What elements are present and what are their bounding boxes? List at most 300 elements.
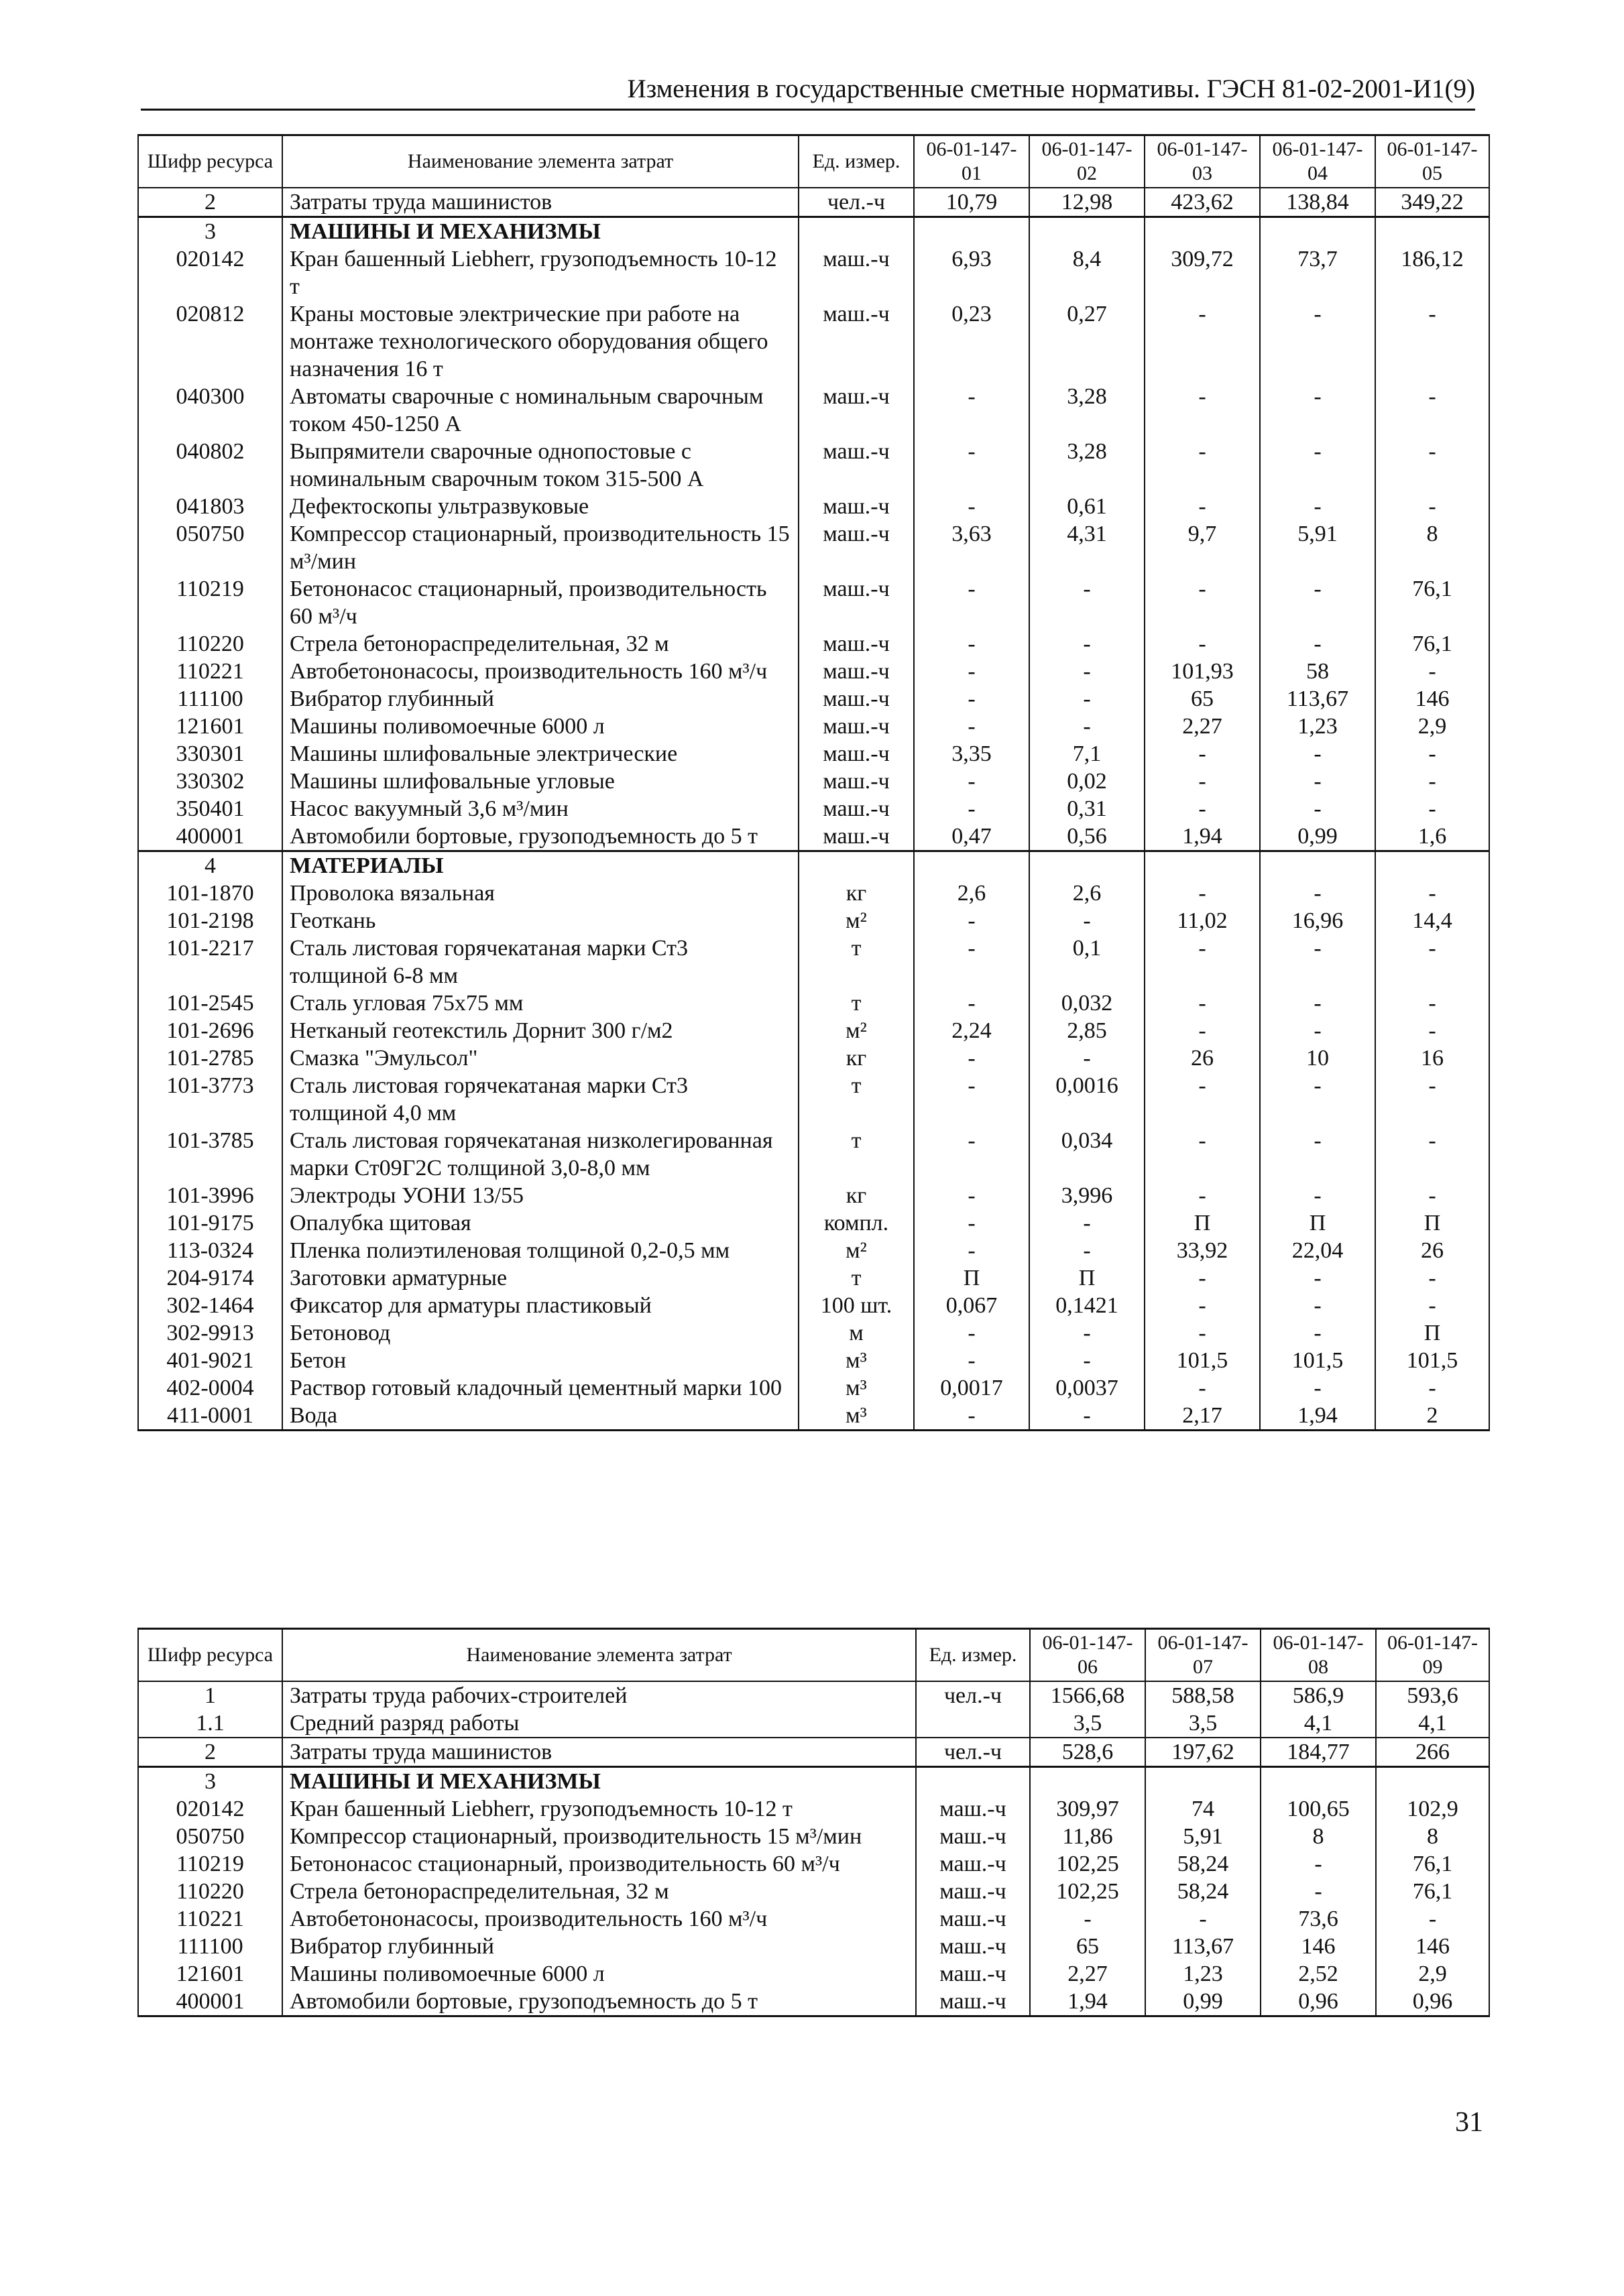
value-cell xyxy=(1375,217,1489,246)
table-row xyxy=(138,383,1489,438)
resource-code: 330301 xyxy=(138,740,282,768)
resource-code: 2 xyxy=(138,1738,282,1767)
value-cell: 2,52 xyxy=(1261,1960,1376,1988)
value-cell: 0,61 xyxy=(1029,493,1145,520)
value-cell: - xyxy=(1145,630,1260,658)
table-row xyxy=(138,768,1489,795)
value-cell: - xyxy=(914,795,1029,823)
cost-element-name: Бетоновод xyxy=(282,1319,799,1347)
header-norm-code: 06-01-147-02 xyxy=(1029,135,1145,188)
cost-element-name: МАШИНЫ И МЕХАНИЗМЫ xyxy=(282,1767,916,1796)
resource-code: 113-0324 xyxy=(138,1237,282,1264)
value-cell: - xyxy=(1375,934,1489,989)
value-cell: 8 xyxy=(1375,520,1489,575)
table-row xyxy=(138,1347,1489,1374)
unit xyxy=(916,1767,1030,1796)
value-cell: 12,98 xyxy=(1029,188,1145,217)
value-cell: П xyxy=(914,1264,1029,1292)
cost-element-name: Бетон xyxy=(282,1347,799,1374)
header-code: Шифр ресурса xyxy=(138,1629,282,1682)
value-cell: - xyxy=(1145,989,1260,1017)
table-row xyxy=(138,217,1489,246)
resource-code: 2 xyxy=(138,188,282,217)
resource-code: 411-0001 xyxy=(138,1402,282,1431)
unit: чел.-ч xyxy=(916,1681,1030,1709)
value-cell: - xyxy=(914,1127,1029,1182)
value-cell: - xyxy=(1145,1319,1260,1347)
resource-code: 101-2198 xyxy=(138,907,282,934)
resource-code: 101-2785 xyxy=(138,1044,282,1072)
value-cell: 146 xyxy=(1376,1933,1489,1960)
value-cell: 309,97 xyxy=(1030,1795,1145,1823)
cost-element-name: Раствор готовый кладочный цементный марки 100 xyxy=(282,1374,799,1402)
value-cell xyxy=(1145,1767,1261,1796)
cost-element-name: Вода xyxy=(282,1402,799,1431)
resource-code: 330302 xyxy=(138,768,282,795)
unit: чел.-ч xyxy=(799,188,914,217)
value-cell: - xyxy=(1145,1905,1261,1933)
value-cell: - xyxy=(1260,1127,1375,1182)
value-cell: - xyxy=(1145,1127,1260,1182)
resource-code: 121601 xyxy=(138,713,282,740)
table-row xyxy=(138,493,1489,520)
value-cell: - xyxy=(1145,1017,1260,1044)
unit: т xyxy=(799,1264,914,1292)
value-cell: 3,28 xyxy=(1029,383,1145,438)
value-cell: 76,1 xyxy=(1375,630,1489,658)
value-cell: 76,1 xyxy=(1375,575,1489,630)
value-cell: 10 xyxy=(1260,1044,1375,1072)
value-cell: - xyxy=(1260,880,1375,907)
table-row xyxy=(138,823,1489,851)
unit: компл. xyxy=(799,1209,914,1237)
resource-code: 1 xyxy=(138,1681,282,1709)
value-cell: - xyxy=(1375,493,1489,520)
table-row xyxy=(138,1402,1489,1431)
value-cell: - xyxy=(1145,1264,1260,1292)
resource-code: 110220 xyxy=(138,630,282,658)
value-cell: - xyxy=(1145,880,1260,907)
cost-element-name: Компрессор стационарный, производительность 15 м³/мин xyxy=(282,1823,916,1850)
value-cell: - xyxy=(1260,1017,1375,1044)
cost-element-name: Бетононасос стационарный, производительность 60 м³/ч xyxy=(282,575,799,630)
value-cell: 586,9 xyxy=(1261,1681,1376,1709)
value-cell: П xyxy=(1260,1209,1375,1237)
value-cell: 138,84 xyxy=(1260,188,1375,217)
value-cell: 9,7 xyxy=(1145,520,1260,575)
value-cell: - xyxy=(1029,685,1145,713)
unit: м² xyxy=(799,907,914,934)
value-cell: 73,7 xyxy=(1260,245,1375,300)
table-row xyxy=(138,880,1489,907)
value-cell: 0,1 xyxy=(1029,934,1145,989)
value-cell: 16,96 xyxy=(1260,907,1375,934)
value-cell: 4,1 xyxy=(1376,1709,1489,1738)
table-row xyxy=(138,245,1489,300)
cost-element-name: Бетононасос стационарный, производительность 60 м³/ч xyxy=(282,1850,916,1878)
value-cell: - xyxy=(914,658,1029,685)
table-row xyxy=(138,1127,1489,1182)
value-cell: 22,04 xyxy=(1260,1237,1375,1264)
value-cell: 3,63 xyxy=(914,520,1029,575)
unit: м² xyxy=(799,1237,914,1264)
cost-element-name: Вибратор глубинный xyxy=(282,685,799,713)
value-cell: - xyxy=(1375,1017,1489,1044)
value-cell: 5,91 xyxy=(1260,520,1375,575)
value-cell: - xyxy=(1145,740,1260,768)
value-cell: - xyxy=(1029,907,1145,934)
unit: м³ xyxy=(799,1402,914,1431)
unit: маш.-ч xyxy=(799,520,914,575)
unit: маш.-ч xyxy=(916,1905,1030,1933)
header-code: Шифр ресурса xyxy=(138,135,282,188)
page-number: 31 xyxy=(1455,2107,1483,2138)
value-cell: 7,1 xyxy=(1029,740,1145,768)
value-cell: 2,6 xyxy=(914,880,1029,907)
cost-element-name: Краны мостовые электрические при работе на монтаже технологического оборудования общего назначения 16 т xyxy=(282,300,799,383)
value-cell: - xyxy=(914,575,1029,630)
value-cell: 423,62 xyxy=(1145,188,1260,217)
header-row xyxy=(138,1629,1489,1682)
value-cell: 101,5 xyxy=(1145,1347,1260,1374)
value-cell: 0,23 xyxy=(914,300,1029,383)
table-row xyxy=(138,300,1489,383)
resource-code: 111100 xyxy=(138,1933,282,1960)
cost-element-name: Компрессор стационарный, производительность 15 м³/мин xyxy=(282,520,799,575)
cost-element-name: Сталь листовая горячекатаная марки Ст3 толщиной 6-8 мм xyxy=(282,934,799,989)
cost-element-name: Сталь листовая горячекатаная марки Ст3 толщиной 4,0 мм xyxy=(282,1072,799,1127)
value-cell: 8,4 xyxy=(1029,245,1145,300)
value-cell: - xyxy=(1260,438,1375,493)
value-cell: 58,24 xyxy=(1145,1850,1261,1878)
value-cell: - xyxy=(1029,1347,1145,1374)
resource-table-2 xyxy=(137,1628,1490,2017)
header-norm-code: 06-01-147-08 xyxy=(1261,1629,1376,1682)
value-cell: 14,4 xyxy=(1375,907,1489,934)
value-cell: - xyxy=(1375,740,1489,768)
value-cell: - xyxy=(1260,989,1375,1017)
value-cell: 2,24 xyxy=(914,1017,1029,1044)
table-row xyxy=(138,1767,1489,1796)
table-row xyxy=(138,713,1489,740)
table-row xyxy=(138,1017,1489,1044)
value-cell: 26 xyxy=(1145,1044,1260,1072)
value-cell: - xyxy=(1261,1850,1376,1878)
value-cell: 0,0037 xyxy=(1029,1374,1145,1402)
table-row xyxy=(138,934,1489,989)
value-cell: - xyxy=(1260,1319,1375,1347)
resource-code: 1.1 xyxy=(138,1709,282,1738)
resource-code: 110219 xyxy=(138,575,282,630)
unit: кг xyxy=(799,1044,914,1072)
value-cell: 76,1 xyxy=(1376,1850,1489,1878)
header-name: Наименование элемента затрат xyxy=(282,135,799,188)
value-cell: 0,0017 xyxy=(914,1374,1029,1402)
value-cell: 102,25 xyxy=(1030,1850,1145,1878)
value-cell: 3,996 xyxy=(1029,1182,1145,1209)
value-cell: - xyxy=(1145,1072,1260,1127)
resource-code: 204-9174 xyxy=(138,1264,282,1292)
resource-code: 111100 xyxy=(138,685,282,713)
value-cell: 102,9 xyxy=(1376,1795,1489,1823)
value-cell xyxy=(1260,851,1375,880)
unit: кг xyxy=(799,1182,914,1209)
value-cell: П xyxy=(1029,1264,1145,1292)
value-cell: 11,86 xyxy=(1030,1823,1145,1850)
cost-element-name: Кран башенный Liebherr, грузоподъемность 10-12 т xyxy=(282,1795,916,1823)
value-cell: П xyxy=(1145,1209,1260,1237)
value-cell: - xyxy=(1375,300,1489,383)
unit: маш.-ч xyxy=(799,300,914,383)
value-cell: 528,6 xyxy=(1030,1738,1145,1767)
resource-code: 3 xyxy=(138,1767,282,1796)
cost-element-name: Сталь угловая 75х75 мм xyxy=(282,989,799,1017)
unit: маш.-ч xyxy=(799,438,914,493)
value-cell: 26 xyxy=(1375,1237,1489,1264)
unit: маш.-ч xyxy=(799,823,914,851)
resource-code: 101-3773 xyxy=(138,1072,282,1127)
resource-code: 401-9021 xyxy=(138,1347,282,1374)
resource-code: 050750 xyxy=(138,1823,282,1850)
value-cell: 2,27 xyxy=(1030,1960,1145,1988)
cost-element-name: Нетканый геотекстиль Дорнит 300 г/м2 xyxy=(282,1017,799,1044)
value-cell: - xyxy=(1260,768,1375,795)
value-cell xyxy=(914,217,1029,246)
resource-code: 101-2217 xyxy=(138,934,282,989)
value-cell: 184,77 xyxy=(1261,1738,1376,1767)
cost-element-name: Выпрямители сварочные однопостовые с номинальным сварочным током 315-500 А xyxy=(282,438,799,493)
unit: маш.-ч xyxy=(799,685,914,713)
resource-code: 110221 xyxy=(138,1905,282,1933)
resource-code: 020142 xyxy=(138,245,282,300)
table-row xyxy=(138,795,1489,823)
unit: маш.-ч xyxy=(916,1988,1030,2016)
unit: м³ xyxy=(799,1347,914,1374)
value-cell: - xyxy=(1375,989,1489,1017)
value-cell: - xyxy=(1375,1182,1489,1209)
cost-element-name: Средний разряд работы xyxy=(282,1709,916,1738)
value-cell xyxy=(914,851,1029,880)
resource-table-1 xyxy=(137,134,1490,1431)
value-cell: 58,24 xyxy=(1145,1878,1261,1905)
value-cell: 2,9 xyxy=(1376,1960,1489,1988)
value-cell: 0,31 xyxy=(1029,795,1145,823)
value-cell: 146 xyxy=(1375,685,1489,713)
value-cell xyxy=(1260,217,1375,246)
table-row xyxy=(138,1878,1489,1905)
value-cell: 11,02 xyxy=(1145,907,1260,934)
value-cell: - xyxy=(1260,630,1375,658)
value-cell: - xyxy=(1029,1319,1145,1347)
cost-element-name: Электроды УОНИ 13/55 xyxy=(282,1182,799,1209)
value-cell: - xyxy=(914,1402,1029,1431)
value-cell: - xyxy=(1375,880,1489,907)
resource-code: 400001 xyxy=(138,1988,282,2016)
value-cell: - xyxy=(914,630,1029,658)
resource-code: 4 xyxy=(138,851,282,880)
cost-element-name: Автоматы сварочные с номинальным сварочным током 450-1250 А xyxy=(282,383,799,438)
header-row xyxy=(138,135,1489,188)
table-row xyxy=(138,1905,1489,1933)
unit: маш.-ч xyxy=(799,575,914,630)
table-row xyxy=(138,438,1489,493)
value-cell: - xyxy=(1260,1182,1375,1209)
resource-code: 350401 xyxy=(138,795,282,823)
unit: маш.-ч xyxy=(916,1878,1030,1905)
value-cell: - xyxy=(1260,1374,1375,1402)
table-row xyxy=(138,1264,1489,1292)
unit: маш.-ч xyxy=(916,1960,1030,1988)
value-cell: 10,79 xyxy=(914,188,1029,217)
unit: маш.-ч xyxy=(799,768,914,795)
cost-element-name: Смазка "Эмульсол" xyxy=(282,1044,799,1072)
value-cell: - xyxy=(1260,1264,1375,1292)
value-cell: - xyxy=(1145,1292,1260,1319)
value-cell: 0,47 xyxy=(914,823,1029,851)
value-cell xyxy=(1030,1767,1145,1796)
value-cell: - xyxy=(1260,493,1375,520)
value-cell: 74 xyxy=(1145,1795,1261,1823)
value-cell: - xyxy=(914,768,1029,795)
value-cell: 3,5 xyxy=(1030,1709,1145,1738)
value-cell: - xyxy=(914,383,1029,438)
cost-element-name: Затраты труда машинистов xyxy=(282,1738,916,1767)
value-cell: - xyxy=(1029,1209,1145,1237)
value-cell: 0,0016 xyxy=(1029,1072,1145,1127)
resource-code: 110220 xyxy=(138,1878,282,1905)
value-cell: 2 xyxy=(1375,1402,1489,1431)
cost-element-name: Стрела бетонораспределительная, 32 м xyxy=(282,630,799,658)
value-cell: 1,94 xyxy=(1030,1988,1145,2016)
unit: маш.-ч xyxy=(799,795,914,823)
cost-element-name: Сталь листовая горячекатаная низколегированная марки Ст09Г2С толщиной 3,0-8,0 мм xyxy=(282,1127,799,1182)
table-row xyxy=(138,1850,1489,1878)
header-name: Наименование элемента затрат xyxy=(282,1629,916,1682)
value-cell: 1,23 xyxy=(1145,1960,1261,1988)
resource-code: 041803 xyxy=(138,493,282,520)
value-cell: - xyxy=(914,1237,1029,1264)
value-cell: 588,58 xyxy=(1145,1681,1261,1709)
value-cell: 1566,68 xyxy=(1030,1681,1145,1709)
unit xyxy=(799,217,914,246)
value-cell: 0,27 xyxy=(1029,300,1145,383)
cost-element-name: Проволока вязальная xyxy=(282,880,799,907)
value-cell: П xyxy=(1375,1209,1489,1237)
value-cell: 2,6 xyxy=(1029,880,1145,907)
cost-element-name: Машины шлифовальные угловые xyxy=(282,768,799,795)
resource-code: 020142 xyxy=(138,1795,282,1823)
value-cell: 73,6 xyxy=(1261,1905,1376,1933)
value-cell: - xyxy=(1261,1878,1376,1905)
resource-code: 101-2696 xyxy=(138,1017,282,1044)
value-cell: - xyxy=(1029,1237,1145,1264)
unit: т xyxy=(799,989,914,1017)
resource-code: 101-2545 xyxy=(138,989,282,1017)
table-row xyxy=(138,575,1489,630)
value-cell: - xyxy=(1030,1905,1145,1933)
cost-element-name: МАТЕРИАЛЫ xyxy=(282,851,799,880)
resource-code: 101-3785 xyxy=(138,1127,282,1182)
value-cell: - xyxy=(1029,1402,1145,1431)
table-row xyxy=(138,1072,1489,1127)
table-row xyxy=(138,1182,1489,1209)
resource-code: 402-0004 xyxy=(138,1374,282,1402)
value-cell: 2,85 xyxy=(1029,1017,1145,1044)
value-cell: - xyxy=(1376,1905,1489,1933)
value-cell: 1,6 xyxy=(1375,823,1489,851)
value-cell: - xyxy=(914,493,1029,520)
resource-code: 121601 xyxy=(138,1960,282,1988)
value-cell: 197,62 xyxy=(1145,1738,1261,1767)
table-row xyxy=(138,658,1489,685)
unit: кг xyxy=(799,880,914,907)
cost-element-name: Геоткань xyxy=(282,907,799,934)
cost-element-name: Автомобили бортовые, грузоподъемность до 5 т xyxy=(282,1988,916,2016)
value-cell: - xyxy=(1260,300,1375,383)
cost-element-name: Пленка полиэтиленовая толщиной 0,2-0,5 мм xyxy=(282,1237,799,1264)
value-cell: 1,94 xyxy=(1145,823,1260,851)
value-cell: 3,5 xyxy=(1145,1709,1261,1738)
value-cell: 4,31 xyxy=(1029,520,1145,575)
value-cell: - xyxy=(914,1072,1029,1127)
value-cell: 3,28 xyxy=(1029,438,1145,493)
value-cell: 186,12 xyxy=(1375,245,1489,300)
value-cell: 113,67 xyxy=(1260,685,1375,713)
cost-element-name: Насос вакуумный 3,6 м³/мин xyxy=(282,795,799,823)
cost-element-name: Автобетононасосы, производительность 160 м³/ч xyxy=(282,658,799,685)
value-cell: - xyxy=(1375,1292,1489,1319)
value-cell xyxy=(1145,217,1260,246)
cost-element-name: Опалубка щитовая xyxy=(282,1209,799,1237)
value-cell: - xyxy=(914,685,1029,713)
cost-element-name: Машины шлифовальные электрические xyxy=(282,740,799,768)
unit: маш.-ч xyxy=(799,493,914,520)
value-cell: 2,9 xyxy=(1375,713,1489,740)
value-cell: - xyxy=(1375,658,1489,685)
value-cell: - xyxy=(914,1182,1029,1209)
unit xyxy=(799,851,914,880)
value-cell: - xyxy=(1029,1044,1145,1072)
unit: маш.-ч xyxy=(799,245,914,300)
value-cell: - xyxy=(914,1209,1029,1237)
value-cell: 65 xyxy=(1145,685,1260,713)
unit: маш.-ч xyxy=(799,713,914,740)
value-cell: - xyxy=(1145,934,1260,989)
value-cell: 100,65 xyxy=(1261,1795,1376,1823)
table-row xyxy=(138,1988,1489,2016)
value-cell: 16 xyxy=(1375,1044,1489,1072)
unit: т xyxy=(799,1127,914,1182)
resource-code: 400001 xyxy=(138,823,282,851)
resource-code: 302-1464 xyxy=(138,1292,282,1319)
cost-element-name: Дефектоскопы ультразвуковые xyxy=(282,493,799,520)
value-cell: - xyxy=(1029,658,1145,685)
table-row xyxy=(138,1237,1489,1264)
resource-code: 110221 xyxy=(138,658,282,685)
value-cell: - xyxy=(1260,1292,1375,1319)
value-cell: 58 xyxy=(1260,658,1375,685)
value-cell: 101,5 xyxy=(1260,1347,1375,1374)
cost-element-name: Затраты труда рабочих-строителей xyxy=(282,1681,916,1709)
table-row xyxy=(138,1960,1489,1988)
value-cell: 146 xyxy=(1261,1933,1376,1960)
value-cell xyxy=(1145,851,1260,880)
value-cell: 266 xyxy=(1376,1738,1489,1767)
value-cell: - xyxy=(1375,1072,1489,1127)
unit: 100 шт. xyxy=(799,1292,914,1319)
unit: т xyxy=(799,934,914,989)
table-row xyxy=(138,907,1489,934)
